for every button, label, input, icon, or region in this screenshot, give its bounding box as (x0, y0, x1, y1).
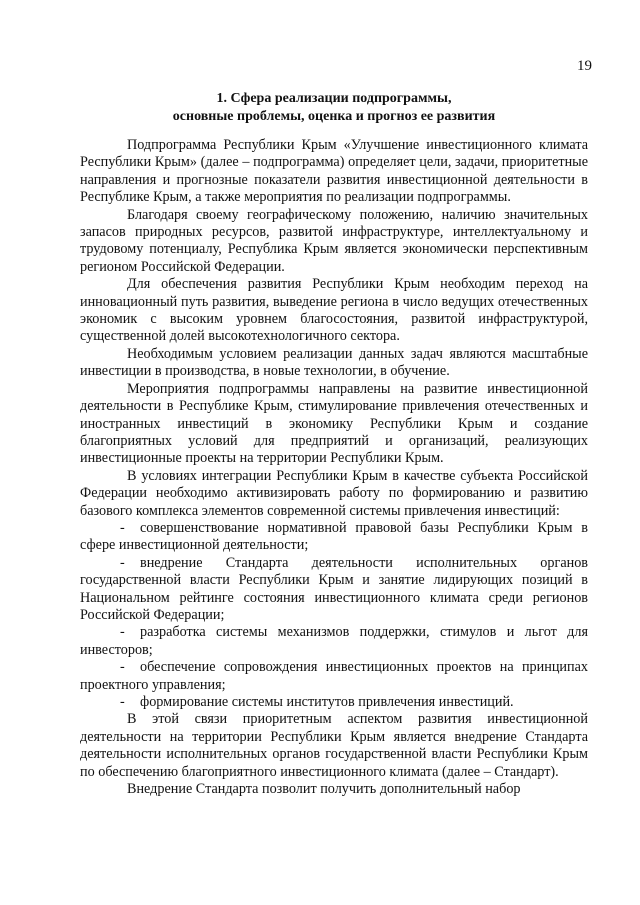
list-item-text: обеспечение сопровождения инвестиционных проектов на принципах проектного управления; (80, 659, 588, 693)
list-item (80, 694, 588, 711)
paragraph: Необходимым условием реализации данных задач являются масштабные инвестиции в производства, в новые технологии, в обучение. (80, 345, 588, 380)
list-item-text: разработка системы механизмов поддержки, стимулов и льгот для инвесторов; (80, 624, 588, 658)
dash-marker: - (120, 624, 125, 641)
list-item (80, 520, 588, 555)
list-item-text: внедрение Стандарта деятельности исполнительных органов государственной власти Республики Крым и занятие лидирующих позиций в Национальном рейтинге состояния инвестиционного климата среди регионов Российской Федерации; (80, 554, 588, 623)
paragraph: В условиях интеграции Республики Крым в качестве субъекта Российской Федерации необходимо активизировать работу по формированию и развитию базового комплекса элементов современной системы привлечения инвестиций: (80, 467, 588, 519)
paragraph: В этой связи приоритетным аспектом развития инвестиционной деятельности на территории Республики Крым является внедрение Стандарта деятельности исполнительных органов государственной власти Республики Крым по обеспечению благоприятного инвестиционного климата (далее – Стандарт). (80, 711, 588, 780)
dash-marker: - (120, 554, 125, 571)
dash-marker: - (120, 694, 125, 710)
page-number: 19 (577, 58, 592, 74)
list-item (80, 624, 588, 659)
list-item-text: совершенствование нормативной правовой базы Республики Крым в сфере инвестиционной деятельности; (80, 519, 588, 554)
body-text (80, 137, 588, 798)
paragraph: Благодаря своему географическому положению, наличию значительных запасов природных ресурсов, развитой инфраструктуре, интеллектуальному и трудовому потенциалу, Республика Крым является экономически перспективным регионом Российской Федерации. (80, 206, 588, 275)
section-heading-line-1: 1. Сфера реализации подпрограммы, (216, 91, 452, 106)
dash-marker: - (120, 519, 125, 536)
list-item (80, 659, 588, 694)
paragraph: Мероприятия подпрограммы направлены на развитие инвестиционной деятельности в Республике Крым, стимулирование привлечения отечественных и иностранных инвестиций в экономику Республики Крым и создание благоприятных условий для предприятий и организаций, реализующих инвестиционные проекты на территории Республики Крым. (80, 380, 588, 467)
paragraph: Внедрение Стандарта позволит получить дополнительный набор (127, 781, 521, 798)
list-item (80, 555, 588, 625)
paragraph: Для обеспечения развития Республики Крым необходим переход на инновационный путь развития, выведение региона в число ведущих отечественных экономик с высоким уровнем благосостояния, развитой инфраструктурой, существенной долей высокотехнологичного сектора. (80, 276, 588, 345)
dash-marker: - (120, 659, 125, 676)
bullet-list (80, 520, 588, 711)
list-item-text: формирование системы институтов привлечения инвестиций. (140, 694, 514, 710)
section-heading (80, 90, 588, 126)
paragraph: Подпрограмма Республики Крым «Улучшение инвестиционного климата Республики Крым» (далее – подпрограмма) определяет цели, задачи, приоритетные направления и прогнозные показатели развития инвестиционной деятельности в Республике Крым, а также мероприятия по реализации подпрограммы. (80, 137, 588, 206)
section-heading-line-2: основные проблемы, оценка и прогноз ее развития (172, 109, 496, 124)
